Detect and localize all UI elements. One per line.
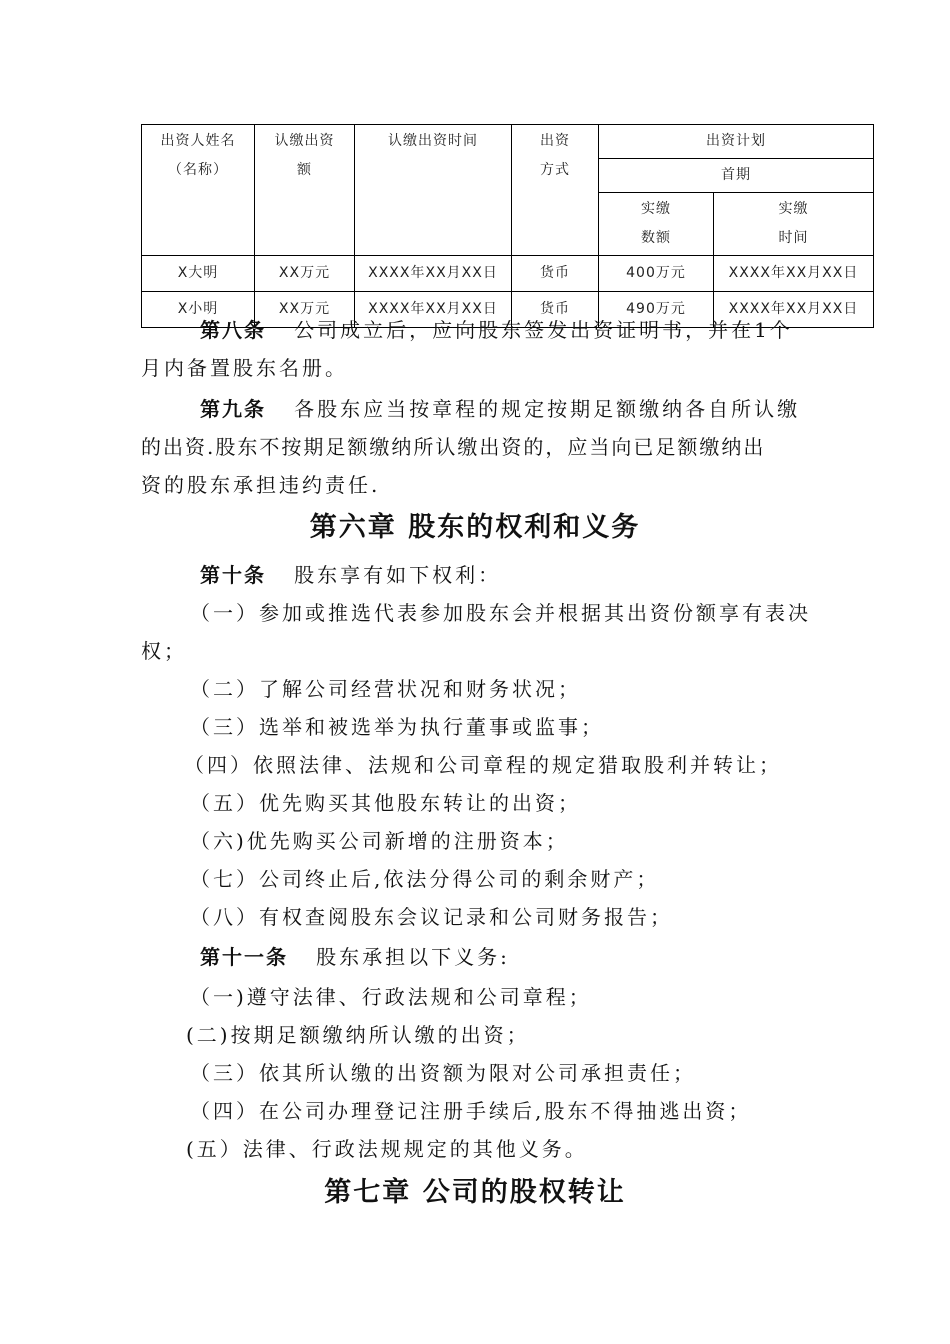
cell-amount: XX万元 [255,256,355,292]
header-paid-amount: 实缴 数额 [599,193,714,256]
header-subscribed-amount: 认缴出资 额 [255,125,355,256]
header-contribution-plan: 出资计划 [599,125,874,159]
header-subscribed-time: 认缴出资时间 [355,125,512,256]
article-9-text: 各股东应当按章程的规定按期足额缴纳各自所认缴 [294,397,801,421]
article-9-line-2: 的出资.股东不按期足额缴纳所认缴出资的，应当向已足额缴纳出 [141,435,766,459]
chapter-6-heading: 第六章 股东的权利和义务 [309,512,641,543]
list-item: （二）了解公司经营状况和财务状况； [190,677,581,701]
list-item: （三）依其所认缴的出资额为限对公司承担责任； [190,1061,696,1085]
capital-contribution-table [141,124,874,328]
header-investor-name: 出资人姓名 （名称） [142,125,255,256]
article-11-label: 第十一条 [200,945,288,969]
article-10-line [200,559,501,588]
cell-time: XXXX年XX月XX日 [355,256,512,292]
list-item: 权； [141,639,187,663]
cell-time: XXXX年XX月XX日 [355,292,512,328]
article-10-intro: 股东享有如下权利： [294,563,502,587]
article-10-label: 第十条 [200,563,266,587]
article-9-label: 第九条 [200,397,266,421]
cell-name: X大明 [142,256,255,292]
list-item: (二)按期足额缴纳所认缴的出资； [186,1023,530,1047]
list-item: (五）法律、行政法规规定的其他义务。 [186,1137,588,1161]
cell-paid-time: XXXX年XX月XX日 [714,256,874,292]
cell-paid-amount: 490万元 [599,292,714,328]
article-8-text: 公司成立后，应向股东签发出资证明书，并在1个 [294,318,793,342]
table-row [142,256,874,292]
list-item: （一)遵守法律、行政法规和公司章程； [190,985,592,1009]
article-11-intro: 股东承担以下义务: [316,945,510,969]
article-9-line-3: 资的股东承担违约责任. [141,473,381,497]
cell-method: 货币 [512,292,599,328]
list-item: （三）选举和被选举为执行董事或监事； [190,715,604,739]
cell-method: 货币 [512,256,599,292]
list-item: （八）有权查阅股东会议记录和公司财务报告； [190,905,673,929]
cell-name: X小明 [142,292,255,328]
cell-paid-amount: 400万元 [599,256,714,292]
cell-paid-time: XXXX年XX月XX日 [714,292,874,328]
cell-amount: XX万元 [255,292,355,328]
article-8-label: 第八条 [200,318,266,342]
article-8-line-2: 月内备置股东名册。 [141,356,348,380]
list-item: （七）公司终止后,依法分得公司的剩余财产； [190,867,660,891]
list-item: （一）参加或推选代表参加股东会并根据其出资份额享有表决 [190,601,811,625]
header-first-installment: 首期 [599,159,874,193]
header-contribution-method: 出资 方式 [512,125,599,256]
chapter-7-heading: 第七章 公司的股权转让 [324,1177,626,1208]
list-item: （四）在公司办理登记注册手续后,股东不得抽逃出资； [190,1099,752,1123]
article-9-line-1 [200,393,800,422]
header-paid-time: 实缴 时间 [714,193,874,256]
article-8-line-1 [200,314,793,343]
list-item: （六)优先购买公司新增的注册资本； [190,829,569,853]
article-11-line [200,941,510,970]
list-item: （五）优先购买其他股东转让的出资； [190,791,581,815]
list-item: （四）依照法律、法规和公司章程的规定猎取股利并转让； [184,753,782,777]
